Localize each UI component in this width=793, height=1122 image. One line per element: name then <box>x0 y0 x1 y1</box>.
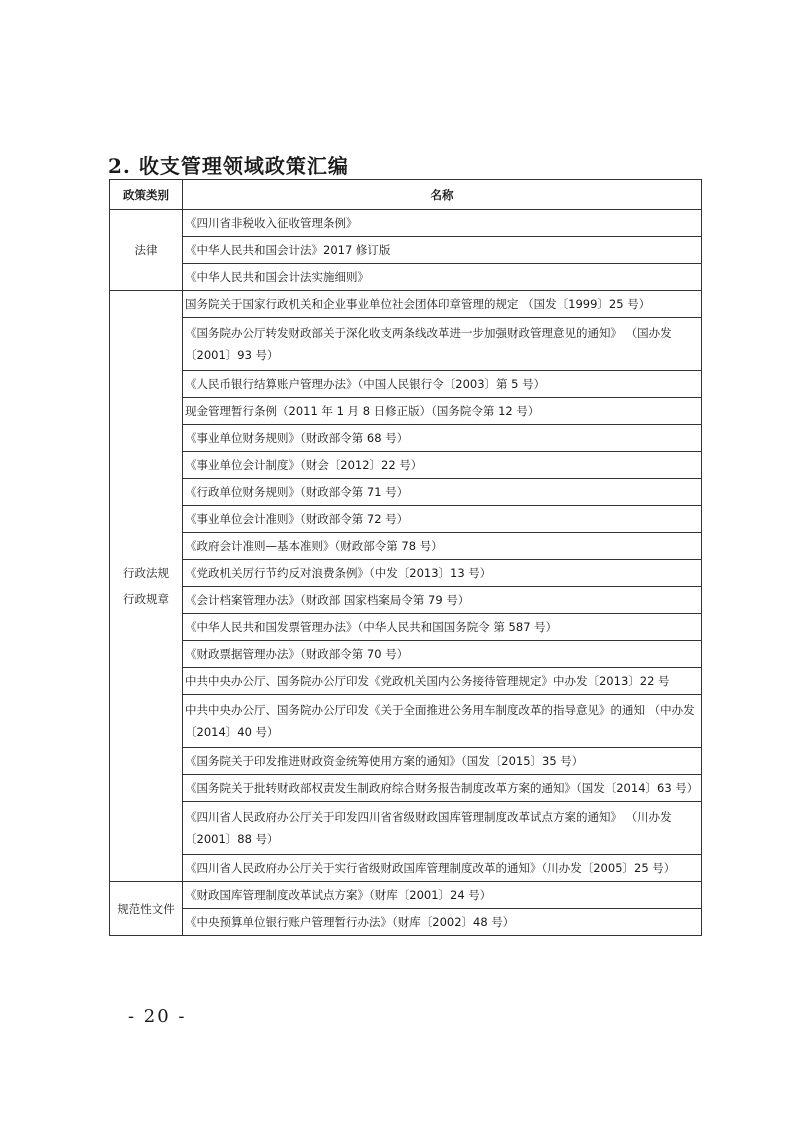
policy-name-cell: 《行政单位财务规则》（财政部令第 71 号） <box>183 479 702 506</box>
policy-name-cell: 《事业单位财务规则》（财政部令第 68 号） <box>183 425 702 452</box>
table-row <box>110 587 702 614</box>
policy-name-cell: 《事业单位会计制度》（财会〔2012〕22 号） <box>183 452 702 479</box>
policy-name-cell: 国务院关于国家行政机关和企业事业单位社会团体印章管理的规定 （国发〔1999〕25 号） <box>183 291 702 318</box>
table-header-row <box>110 180 702 210</box>
table-row <box>110 291 702 318</box>
table-row <box>110 318 702 371</box>
category-cell <box>110 882 183 936</box>
page-number: - 20 - <box>128 1006 187 1027</box>
table-row <box>110 479 702 506</box>
policy-name-cell: 中共中央办公厅、国务院办公厅印发《关于全面推进公务用车制度改革的指导意见》的通知 （中办发〔2014〕40 号） <box>183 695 702 748</box>
policy-name-cell: 《中央预算单位银行账户管理暂行办法》（财库〔2002〕48 号） <box>183 909 702 936</box>
policy-name-cell: 《人民币银行结算账户管理办法》（中国人民银行令〔2003〕第 5 号） <box>183 371 702 398</box>
table-row <box>110 748 702 775</box>
policy-name-cell: 《财政国库管理制度改革试点方案》（财库〔2001〕24 号） <box>183 882 702 909</box>
policy-name-cell: 《党政机关厉行节约反对浪费条例》（中发〔2013〕13 号） <box>183 560 702 587</box>
policy-name-cell: 《财政票据管理办法》（财政部令第 70 号） <box>183 641 702 668</box>
policy-name-cell: 《国务院办公厅转发财政部关于深化收支两条线改革进一步加强财政管理意见的通知》 （国办发〔2001〕93 号） <box>183 318 702 371</box>
category-cell <box>110 210 183 291</box>
table-row <box>110 533 702 560</box>
table-row <box>110 855 702 882</box>
policy-name-cell: 中共中央办公厅、国务院办公厅印发《党政机关国内公务接待管理规定》中办发〔2013〕22 号 <box>183 668 702 695</box>
header-category: 政策类别 <box>110 180 183 210</box>
policy-name-cell: 《事业单位会计准则》（财政部令第 72 号） <box>183 506 702 533</box>
policy-name-cell: 《中华人民共和国会计法》2017 修订版 <box>183 237 702 264</box>
policy-name-cell: 《政府会计准则—基本准则》（财政部令第 78 号） <box>183 533 702 560</box>
policy-name-cell: 《中华人民共和国发票管理办法》（中华人民共和国国务院令 第 587 号） <box>183 614 702 641</box>
table-row <box>110 668 702 695</box>
table-row <box>110 802 702 855</box>
table-row <box>110 452 702 479</box>
section-title: 2. 收支管理领域政策汇编 <box>108 154 349 178</box>
policy-name-cell: 《四川省人民政府办公厅关于实行省级财政国库管理制度改革的通知》（川办发〔2005〕25 号） <box>183 855 702 882</box>
table-row <box>110 506 702 533</box>
policy-name-cell: 《中华人民共和国会计法实施细则》 <box>183 264 702 291</box>
table-row <box>110 560 702 587</box>
table-row <box>110 398 702 425</box>
policy-name-cell: 现金管理暂行条例（2011 年 1 月 8 日修正版）（国务院令第 12 号） <box>183 398 702 425</box>
category-label: 法律 <box>134 243 158 257</box>
category-label: 行政法规 <box>123 566 169 580</box>
policy-table <box>109 179 702 936</box>
table-row <box>110 775 702 802</box>
category-cell <box>110 291 183 882</box>
header-name: 名称 <box>183 180 702 210</box>
policy-name-cell: 《四川省人民政府办公厅关于印发四川省省级财政国库管理制度改革试点方案的通知》 （川办发〔2001〕88 号） <box>183 802 702 855</box>
policy-name-cell: 《国务院关于印发推进财政资金统筹使用方案的通知》（国发〔2015〕35 号） <box>183 748 702 775</box>
table-row <box>110 614 702 641</box>
policy-name-cell: 《会计档案管理办法》（财政部 国家档案局令第 79 号） <box>183 587 702 614</box>
table-row <box>110 695 702 748</box>
table-row <box>110 425 702 452</box>
table-row <box>110 371 702 398</box>
policy-name-cell: 《国务院关于批转财政部权责发生制政府综合财务报告制度改革方案的通知》（国发〔2014〕63 号） <box>183 775 702 802</box>
policy-name-cell: 《四川省非税收入征收管理条例》 <box>183 210 702 237</box>
table-row <box>110 882 702 909</box>
table-row <box>110 909 702 936</box>
category-label: 规范性文件 <box>117 901 175 916</box>
table-row <box>110 641 702 668</box>
category-label: 行政规章 <box>123 592 169 606</box>
table-row <box>110 237 702 264</box>
table-row <box>110 210 702 237</box>
table-body <box>110 210 702 936</box>
table-row <box>110 264 702 291</box>
